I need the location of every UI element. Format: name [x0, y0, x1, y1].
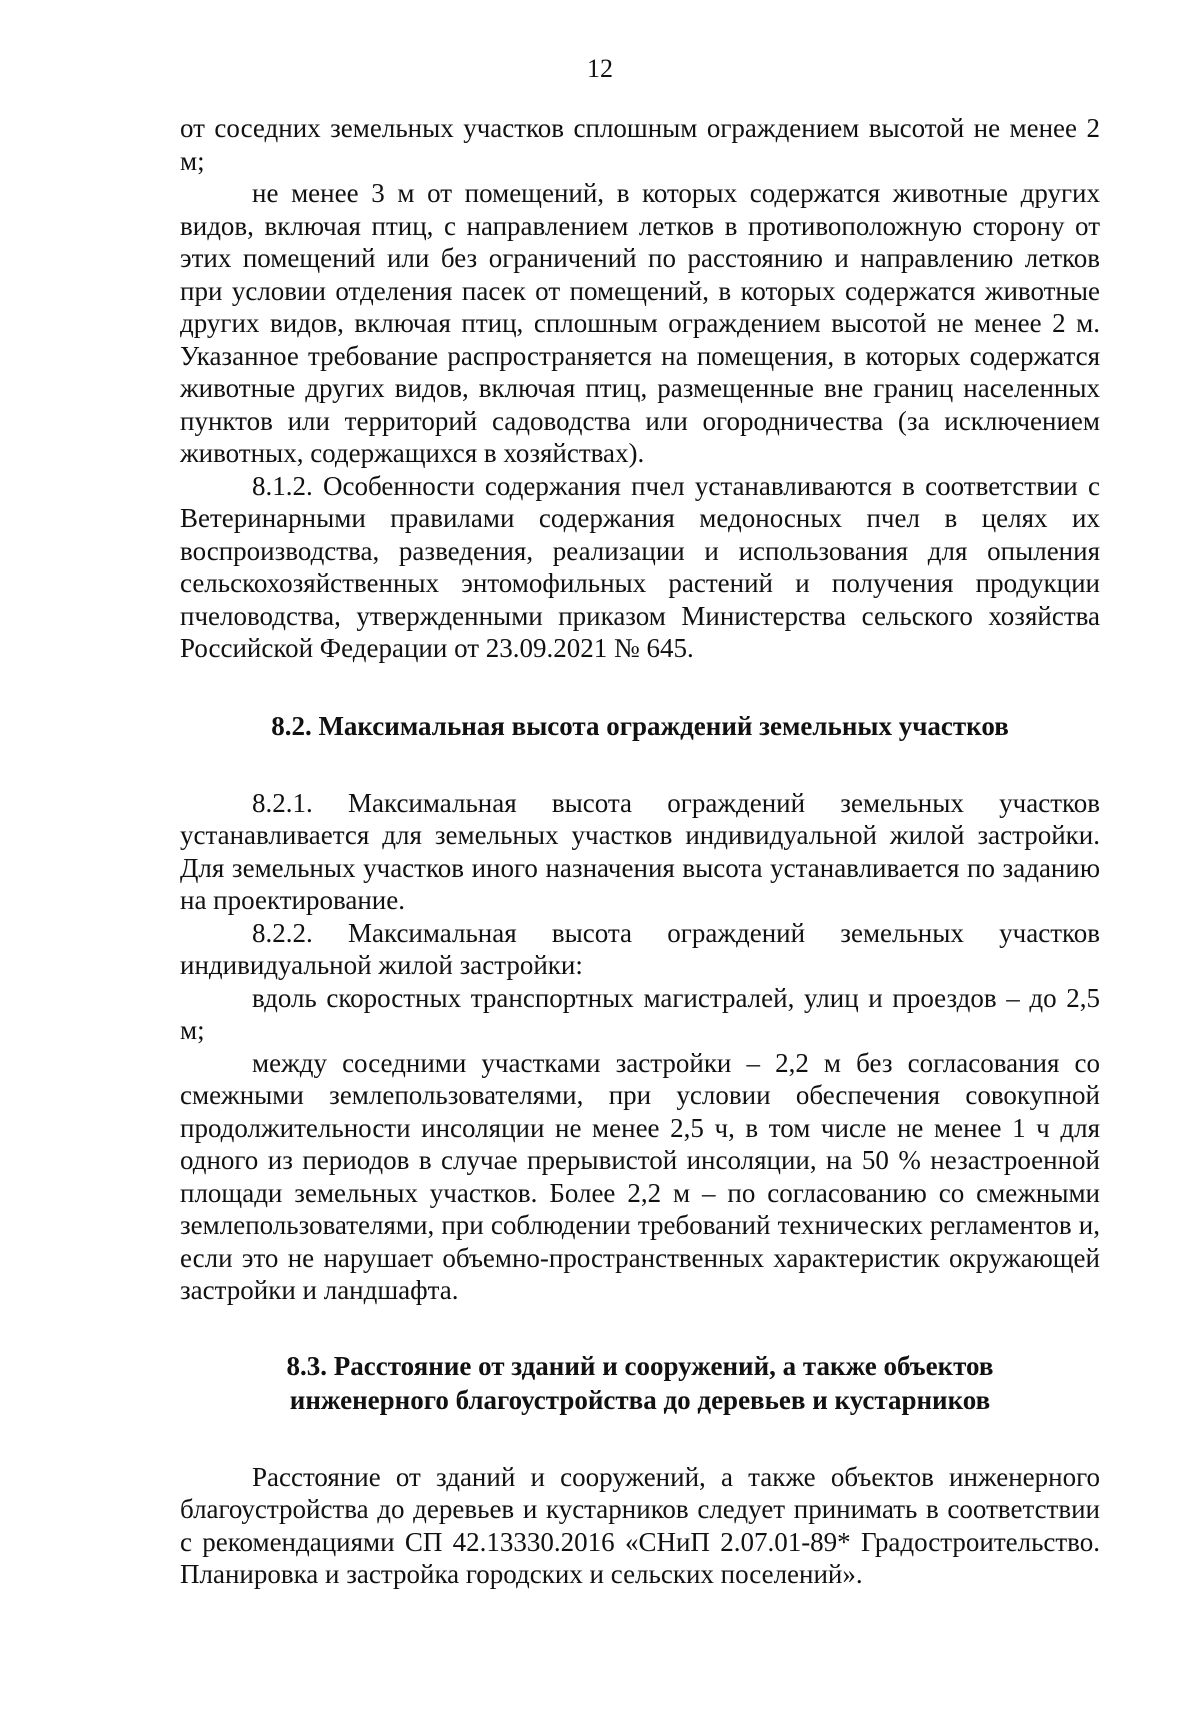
page-number: 12	[587, 54, 613, 83]
paragraph-between-plots: между соседними участками застройки – 2,2 м без согласования со смежными землепользователями, при условии обеспечения совокупной продолжительности инсоляции не менее 2,5 ч, в том числе не менее 1 ч для одного из периодов в случае прерывистой инсоляции, на 50 % незастроенной площади земельных участков. Более 2,2 м – по согласованию со смежными землепользователями, при соблюдении требований технических регламентов и, если это не нарушает объемно-пространственных характеристик окружающей застройки и ландшафта.	[180, 1047, 1100, 1305]
paragraph-8-1-2: 8.1.2. Особенности содержания пчел устанавливаются в соответствии с Ветеринарными правилами содержания медоносных пчел в целях их воспроизводства, разведения, реализации и использования для опыления сельскохозяйственных энтомофильных растений и получения продукции пчеловодства, утвержденными приказом Министерства сельского хозяйства Российской Федерации от 23.09.2021 № 645.	[180, 470, 1100, 663]
paragraph-apiary-distance: не менее 3 м от помещений, в которых содержатся животные других видов, включая птиц, с направлением летков в противоположную сторону от этих помещений или без ограничений по расстоянию и направлению летков при условии отделения пасек от помещений, в которых содержатся животные других видов, включая птиц, сплошным ограждением высотой не менее 2 м. Указанное требование распространяется на помещения, в которых содержатся животные других видов, включая птиц, размещенные вне границ населенных пунктов или территорий садоводства или огородничества (за исключением животных, содержащихся в хозяйствах).	[180, 178, 1100, 468]
paragraph-continuation: от соседних земельных участков сплошным ограждением высотой не менее 2 м;	[180, 113, 1100, 176]
document-body	[180, 112, 1100, 1591]
section-heading-8-3: 8.3. Расстояние от зданий и сооружений, а также объектов инженерного благоустройства до деревьев и кустарников	[286, 1350, 994, 1415]
paragraph-8-2-1: 8.2.1. Максимальная высота ограждений земельных участков устанавливается для земельных участков индивидуальной жилой застройки. Для земельных участков иного назначения высота устанавливается по заданию на проектирование.	[180, 787, 1100, 915]
paragraph-8-2-2: 8.2.2. Максимальная высота ограждений земельных участков индивидуальной жилой застройки:	[180, 917, 1100, 980]
section-heading-8-2: 8.2. Максимальная высота ограждений земельных участков	[271, 710, 1009, 741]
paragraph-8-3: Расстояние от зданий и сооружений, а также объектов инженерного благоустройства до деревьев и кустарников следует принимать в соответствии с рекомендациями СП 42.13330.2016 «СНиП 2.07.01-89* Градостроительство. Планировка и застройка городских и сельских поселений».	[180, 1461, 1100, 1589]
paragraph-along-roads: вдоль скоростных транспортных магистралей, улиц и проездов – до 2,5 м;	[180, 982, 1100, 1045]
